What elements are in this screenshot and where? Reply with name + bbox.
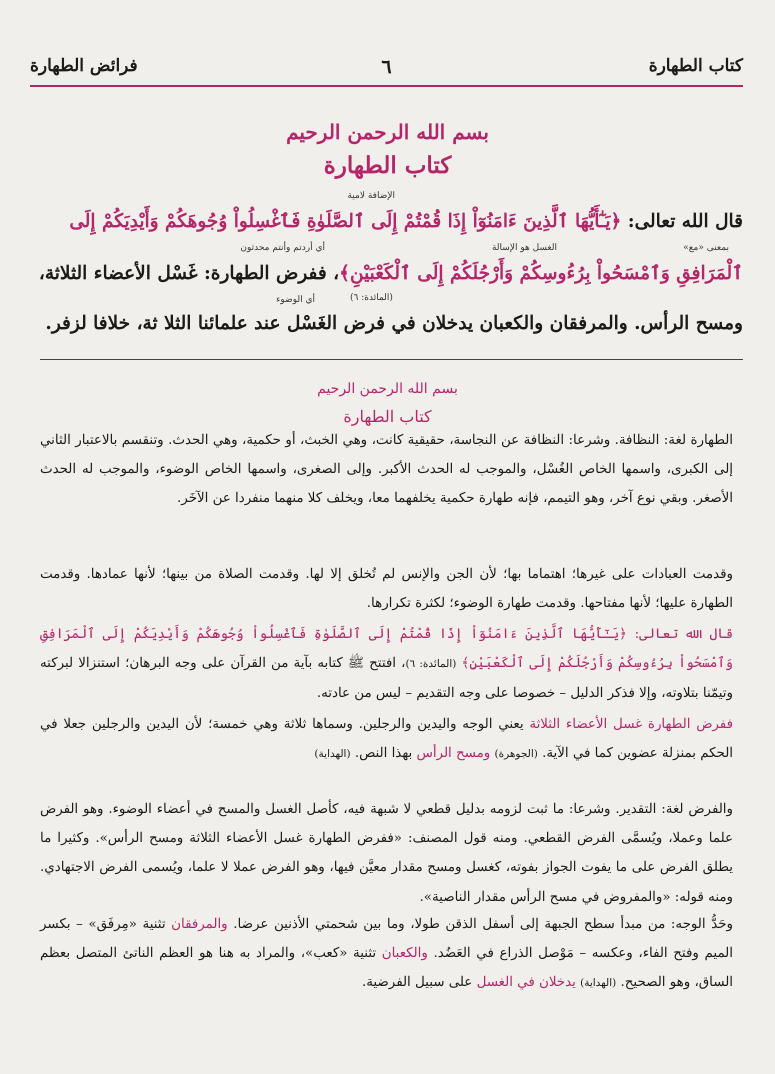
- quran-verse: ﴿يَـٰٓأَيُّهَا ٱلَّذِينَ ءَامَنُوٓاْ إِذَا قُمْتُمْ إِلَى ٱلصَّلَوٰةِ فَٱغْسِلُواْ وُجُوهَكُمْ وَأَيْدِيَكُمْ إِلَى: [69, 211, 622, 232]
- basmala: بسم الله الرحمن الرحيم: [286, 120, 489, 144]
- quran-verse: ٱلْمَرَافِقِ وَٱمْسَحُواْ بِرُءُوسِكُمْ وَأَرْجُلَكُمْ إِلَى ٱلْكَعْبَيْنِ﴾: [339, 263, 743, 284]
- source-citation: (الهداية): [580, 977, 617, 990]
- quran-verse: قال الله تعالى: ﴿يَـٰٓأَيُّهَا ٱلَّذِينَ ءَامَنُوٓاْ إِذَا قُمْتُمْ إِلَى ٱلصَّلَوٰةِ فَٱغْسِلُواْ وُجُوهَكُمْ وَأَيْدِيَكُمْ إِلَى ٱلْمَرَافِقِ وَٱمْسَحُواْ بِرُءُوسِكُمْ وَأَرْجُلَكُمْ إِلَى ٱلْكَعْبَيْنِ﴾: [40, 627, 733, 672]
- commentary-text: ، افتتح ﷺ كتابه بآية من القرآن على وجه البرهان؛ استنزالا لبركته وتيمّنا بتلاوته، وإلا فذكر الدليل – خصوصا على وجه التقديم – ليس من عادته.: [40, 656, 733, 702]
- source-citation: (الهداية): [314, 748, 351, 761]
- commentary-text: تثنية «كعب»، والمراد به هنا هو العظم الناتئ المتصل بعظم الساق، وهو الصحيح.: [40, 946, 733, 991]
- matn-quote: ومسح الرأس: [416, 746, 495, 762]
- commentary-paragraph-4: [40, 710, 733, 769]
- commentary-text: وحَدُّ الوجه: من مبدأ سطح الجبهة إلى أسفل الذقن طولا، وما بين شحمتي الأذنين عرضا.: [227, 917, 733, 932]
- commentary-text: يعني الوجه واليدين والرجلين. وسماها ثلاثة وهي خمسة؛ لأن اليدين والرجلين جعلا في الحكم بمنزلة عضوين كما في الآية.: [40, 717, 733, 762]
- commentary-paragraph-1: الطهارة لغة: النظافة. وشرعا: النظافة عن النجاسة، حقيقية كانت، وهي الخبث، أو حكمية، وهي الحدث. وتنقسم بالاعتبار الثاني إلى الكبرى، واسمها الخاص الغُسْل، والموجب له الحدث الأكبر. وإلى الصغرى، واسمها الخاص الوضوء، والموجب له الحدث الأصغر. وبقي نوع آخر، وهو التيمم، فإنه طهارة حكمية يخلفهما معا، ويخلف كلا منهما منفردا عن الآخَر.: [40, 433, 733, 507]
- gloss-note: الإضافة لامية: [347, 191, 395, 201]
- commentary-text: على سبيل الفرضية.: [361, 975, 477, 991]
- verse-reference: (المائدة: ٦): [405, 658, 457, 671]
- header-section-title: فرائض الطهارة: [30, 56, 138, 76]
- commentary-basmala: بسم الله الرحمن الرحيم: [317, 381, 458, 397]
- gloss-note: بمعنى «مع»: [683, 243, 729, 253]
- matn-quote: والكعبان: [381, 946, 428, 962]
- gloss-note: أي أردتم وأنتم محدثون: [240, 243, 325, 253]
- matn-line-2: [30, 254, 743, 294]
- source-citation: (الجوهرة): [494, 748, 538, 761]
- verse-reference: (المائدة: ٦): [350, 293, 393, 303]
- matn-line-1: [30, 202, 743, 242]
- gloss-note: أي الوضوء: [276, 295, 315, 305]
- commentary-title: كتاب الطهارة: [343, 407, 432, 426]
- commentary-paragraph-5: والفرض لغة: التقدير. وشرعا: ما ثبت لزومه بدليل قطعي لا شبهة فيه، كأصل الغسل والمسح في أعضاء الوضوء. وهو الفرض علما وعملا، ويُسمَّى الفرض القطعي. ومنه قول المصنف: «ففرض الطهارة غسل الأعضاء الثلاثة ومسح الرأس». وكثيرا ما يطلق الفرض على ما يفوت الجواز بفوته، كغسل ومسح مقدار معيَّن فيها، وهو الفرض عملا لا علما، ويُسمى الفرض الاجتهادي. ومنه قوله: «والمفروض في مسح الرأس مقدار الناصية».: [40, 802, 733, 905]
- header-book-title: كتاب الطهارة: [648, 56, 743, 76]
- matn-intro: قال الله تعالى:: [621, 211, 743, 232]
- commentary-paragraph-6: [40, 910, 733, 999]
- matn-quote: والمرفقان: [171, 917, 228, 932]
- running-header: [30, 52, 743, 84]
- header-rule: [30, 85, 743, 87]
- commentary-text: تثنية «مِرفَق» – بكسر الميم وفتح الفاء، وعكسه – مَوْصل الذراع في العَضُد.: [40, 917, 733, 962]
- matn-quote: ففرض الطهارة غسل الأعضاء الثلاثة: [529, 717, 733, 732]
- page-number: ٦: [381, 56, 392, 78]
- matn-quote: يدخلان في الغسل: [476, 975, 581, 991]
- commentary-paragraph-3: [40, 620, 733, 709]
- chapter-title: كتاب الطهارة: [323, 152, 452, 179]
- section-divider: [40, 359, 743, 360]
- commentary-paragraph-2: وقدمت العبادات على غيرها؛ اهتماما بها؛ لأن الجن والإنس لم تُخلق إلا لها. وقدمت الصلاة من بينها؛ لأنها عمادها. وقدمت الطهارة عليها؛ لأنها مفتاحها. وقدمت طهارة الوضوء؛ لكثرة تكرارها.: [40, 567, 733, 612]
- gloss-note: الغسل هو الإسالة: [491, 243, 557, 253]
- commentary-text: بهذا النص.: [350, 746, 417, 762]
- matn-line-3: ومسح الرأس. والمرفقان والكعبان يدخلان في فرض الغَسْل عند علمائنا الثلا ثة، خلافا لزفر.: [45, 313, 743, 334]
- matn-text: ، ففرض الطهارة: غَسْل الأعضاء الثلاثة،: [38, 263, 340, 284]
